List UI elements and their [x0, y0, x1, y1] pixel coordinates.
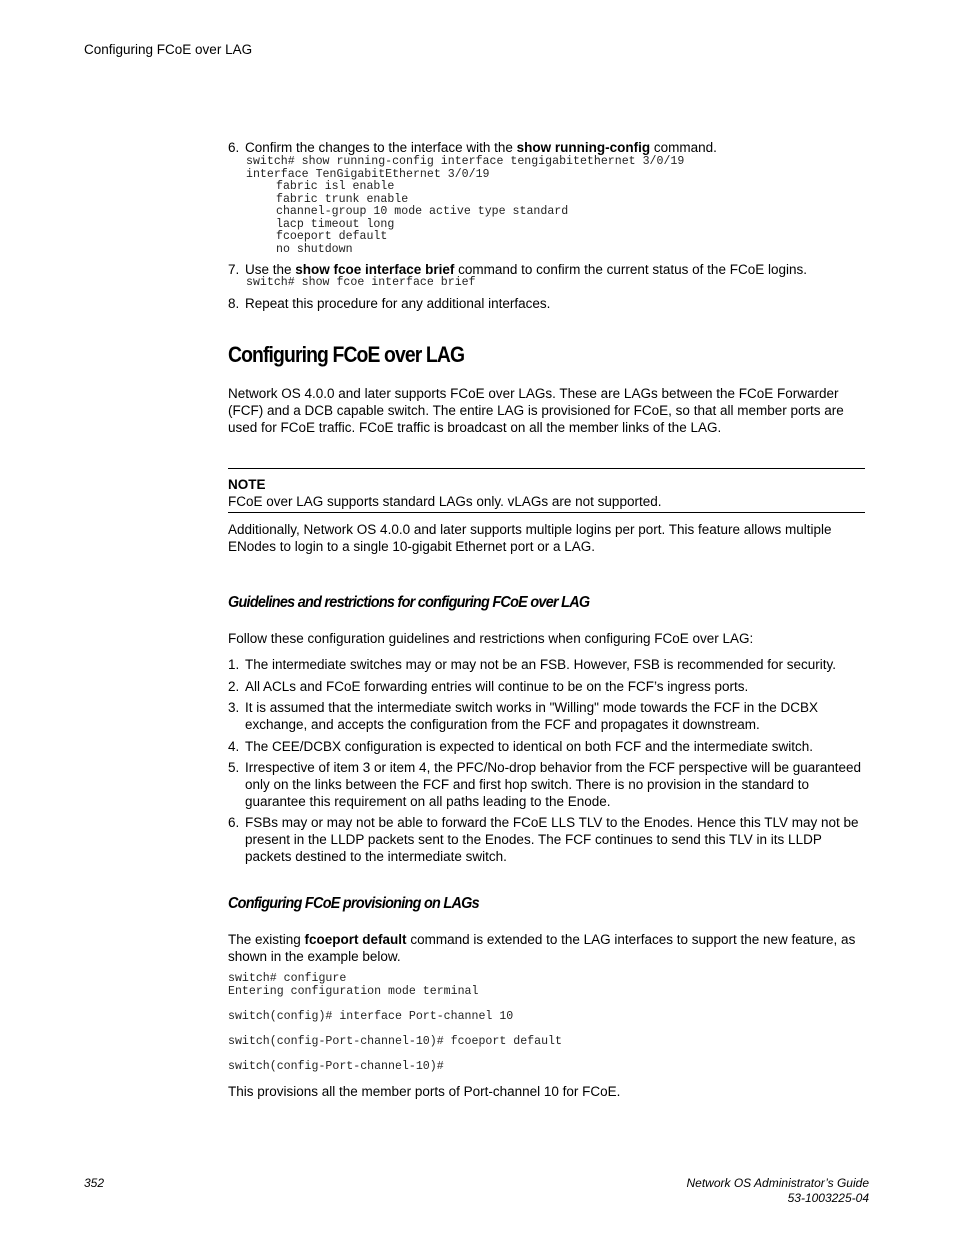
additional-paragraph: Additionally, Network OS 4.0.0 and later supports multiple logins per port. This feature allows multiple ENodes to login to a single 10-gigabit Ethernet port or a LAG. [228, 522, 832, 554]
step-number: 6. [228, 140, 240, 155]
code-block-running-config [246, 156, 684, 256]
provisioning-heading: Configuring FCoE provisioning on LAGs [228, 895, 479, 912]
item-text: The CEE/DCBX configuration is expected to identical on both FCF and the intermediate switch. [245, 739, 814, 754]
step-text: Use the [245, 262, 296, 277]
command-name: fcoeport default [304, 932, 407, 947]
intro-text: The existing [228, 932, 305, 947]
code-line: lacp timeout long [276, 217, 395, 231]
note-text: FCoE over LAG supports standard LAGs only. vLAGs are not supported. [228, 494, 662, 509]
item-number: 5. [228, 760, 240, 775]
step-text: command to confirm the current status of the FCoE logins. [454, 262, 807, 277]
page-number: 352 [84, 1176, 105, 1190]
guidelines-intro: Follow these configuration guidelines and restrictions when configuring FCoE over LAG: [228, 631, 754, 646]
footer-guide-title: Network OS Administrator’s Guide [686, 1176, 869, 1190]
list-item [228, 656, 868, 673]
guidelines-heading: Guidelines and restrictions for configuring FCoE over LAG [228, 594, 590, 611]
item-text: The intermediate switches may or may not be an FSB. However, FSB is recommended for security. [245, 657, 836, 672]
code-fcoeport: switch(config-Port-channel-10)# fcoeport default [228, 1035, 562, 1048]
item-number: 2. [228, 679, 240, 694]
intro-text: command is extended to the LAG interfaces to support the new feature, as shown in the example below. [228, 932, 856, 964]
provisioning-intro [228, 931, 868, 965]
code-prompt: switch(config-Port-channel-10)# [228, 1060, 444, 1073]
footer-doc-number: 53-1003225-04 [787, 1191, 869, 1205]
step-number: 7. [228, 262, 240, 277]
command-name: show running-config [516, 140, 651, 155]
code-line: switch# show running-config interface tengigabitethernet 3/0/19 [246, 155, 685, 168]
code-line: interface TenGigabitEthernet 3/0/19 [246, 167, 490, 181]
section-heading: Configuring FCoE over LAG [228, 342, 465, 367]
code-line: fabric trunk enable [276, 192, 409, 206]
step-8 [228, 295, 868, 312]
item-text: FSBs may or may not be able to forward the FCoE LLS TLV to the Enodes. Hence this TLV may not be present in the LLDP packets sent to the Enodes. The FCF continues to send this TLV in its LLDP packets destined to the intermediate switch. [245, 815, 859, 864]
item-number: 1. [228, 657, 240, 672]
item-number: 4. [228, 739, 240, 754]
note-box [228, 468, 865, 513]
step-6 [228, 139, 868, 156]
code-line: fcoeport default [276, 230, 388, 243]
guidelines-list [228, 656, 868, 865]
code-block-fcoe-brief: switch# show fcoe interface brief [246, 276, 476, 289]
item-number: 6. [228, 815, 240, 830]
code-line: channel-group 10 mode active type standard [276, 205, 569, 218]
item-text: It is assumed that the intermediate switch works in "Willing" mode towards the FCF in the DCBX exchange, and accepts the configuration from the FCF and propagates it downstream. [245, 700, 819, 732]
list-item [228, 678, 868, 695]
running-head: Configuring FCoE over LAG [84, 42, 253, 57]
item-text: All ACLs and FCoE forwarding entries will continue to be on the FCF’s ingress ports. [245, 679, 749, 694]
step-text: Confirm the changes to the interface with the [245, 140, 517, 155]
step-text: Repeat this procedure for any additional interfaces. [245, 296, 551, 311]
code-configure: switch# configure Entering configuration mode terminal [228, 972, 479, 998]
closing-paragraph: This provisions all the member ports of Port-channel 10 for FCoE. [228, 1084, 621, 1099]
code-interface: switch(config)# interface Port-channel 10 [228, 1010, 514, 1023]
list-item [228, 699, 868, 733]
code-line: fabric isl enable [276, 180, 395, 193]
list-item [228, 759, 868, 810]
list-item [228, 738, 868, 755]
code-line: no shutdown [276, 242, 353, 256]
step-number: 8. [228, 296, 240, 311]
item-number: 3. [228, 700, 240, 715]
list-item [228, 814, 868, 865]
intro-paragraph: Network OS 4.0.0 and later supports FCoE over LAGs. These are LAGs between the FCoE Forwarder (FCF) and a DCB capable switch. The entire LAG is provisioned for FCoE, so that all member ports are used for FCoE traffic. FCoE traffic is broadcast on all the member links of the LAG. [228, 386, 844, 435]
item-text: Irrespective of item 3 or item 4, the PFC/No-drop behavior from the FCF perspective will be guaranteed only on the links between the FCF and first hop switch. There is no provision in the standard to guarantee this requirement on all paths leading to the Enode. [245, 760, 862, 809]
note-label: NOTE [228, 477, 266, 492]
step-text: command. [650, 140, 717, 155]
command-name: show fcoe interface brief [295, 262, 455, 277]
